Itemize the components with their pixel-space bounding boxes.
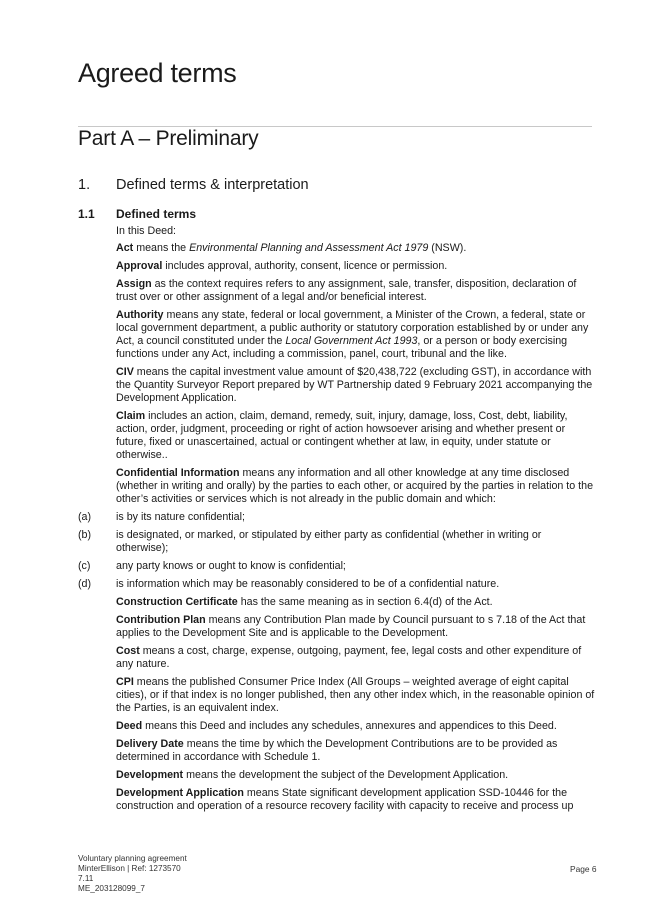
definition-text: means the development the subject of the Development Application. — [183, 769, 509, 781]
definition-text: means State significant development application SSD-10446 for the construction and operation of a resource recovery facility with capacity to receive and process up — [116, 787, 574, 812]
act-title: Environmental Planning and Assessment Act 1979 — [189, 242, 429, 254]
subsection-title: Defined terms — [116, 207, 197, 221]
footer-reference: MinterEllison | Ref: 1273570 — [78, 864, 181, 873]
definition-text: , or a person or body exercising functions under any Act, including a commission, panel, court, tribunal and the like. — [116, 335, 568, 360]
definition-text: means the published Consumer Price Index (All Groups – weighted average of eight capital cities), or if that index is no longer published, then any other index which, in the reasonable opinion of the Parties, is an equivalent index. — [116, 676, 595, 714]
page-title: Agreed terms — [78, 58, 237, 88]
footer-doc-title: Voluntary planning agreement — [78, 854, 187, 863]
list-item-text: is designated, or marked, or stipulated by either party as confidential (whether in writing or otherwise); — [116, 529, 542, 554]
definition-text: as the context requires refers to any assignment, sale, transfer, disposition, declaration of trust over or other assignment of a legal and/or beneficial interest. — [116, 278, 577, 303]
definition-term: Approval — [116, 260, 163, 272]
section-heading — [78, 177, 309, 193]
definition-text: means this Deed and includes any schedules, annexures and appendices to this Deed. — [142, 720, 557, 732]
definition-term: Authority — [116, 309, 164, 321]
definition-text: means any information and all other knowledge at any time disclosed (whether in writing and orally) by the parties to each other, or acquired by the parties in relation to the other’s activities or services which is not already in the public domain and which: — [116, 467, 594, 505]
definition-text: has the same meaning as in section 6.4(d) of the Act. — [237, 596, 493, 608]
definition-confidential-information — [116, 467, 596, 506]
list-item — [78, 578, 596, 591]
footer — [78, 854, 187, 894]
definition-term: Contribution Plan — [116, 614, 206, 626]
definition-term: Deed — [116, 720, 143, 732]
list-item-text: is by its nature confidential; — [116, 511, 245, 523]
definition-development-application — [116, 787, 596, 813]
list-item-text: is information which may be reasonably considered to be of a confidential nature. — [116, 578, 500, 590]
subsection-number: 1.1 — [78, 207, 95, 221]
definition-term: Delivery Date — [116, 738, 184, 750]
subsection-heading — [78, 207, 196, 221]
definition-delivery-date — [116, 738, 596, 764]
definition-deed — [116, 720, 596, 733]
definition-construction-certificate — [116, 596, 596, 609]
definition-development — [116, 769, 596, 782]
definition-text: means any state, federal or local government, a Minister of the Crown, a federal, state or local government department, a public authority or statutory corporation established by or under any Act, a council constituted under the — [116, 309, 589, 347]
definition-assign — [116, 278, 596, 304]
definition-text: means the capital investment value amount of $20,438,722 (excluding GST), in accordance with the Quantity Surveyor Report prepared by WT Partnership dated 9 February 2021 accompanying the Development Application. — [116, 366, 593, 404]
definition-term: Cost — [116, 645, 140, 657]
definition-cpi — [116, 676, 596, 715]
definition-act — [116, 242, 596, 255]
list-item-text: any party knows or ought to know is confidential; — [116, 560, 346, 572]
definition-term: Confidential Information — [116, 467, 240, 479]
intro-text: In this Deed: — [116, 225, 177, 237]
definition-text: means any Contribution Plan made by Council pursuant to s 7.18 of the Act that applies to the Development Site and is applicable to the Development. — [116, 614, 586, 639]
definition-term: Development — [116, 769, 184, 781]
definition-term: Assign — [116, 278, 152, 290]
definition-term: Claim — [116, 410, 146, 422]
list-item — [78, 511, 596, 524]
definition-text: includes an action, claim, demand, remedy, suit, injury, damage, loss, Cost, debt, liability, action, order, judgment, proceeding or right of action howsoever arising and whether present or future, fixed or unascertained, actual or contingent whether at law, in equity, under statute or otherwise.. — [116, 410, 568, 461]
definition-term: Act — [116, 242, 134, 254]
part-heading: Part A – Preliminary — [78, 127, 259, 150]
definition-approval — [116, 260, 596, 273]
definition-contribution-plan — [116, 614, 596, 640]
section-number: 1. — [78, 177, 91, 193]
section-title: Defined terms & interpretation — [116, 177, 309, 193]
definitions-body — [78, 225, 596, 818]
confidential-list — [78, 511, 596, 591]
definition-claim — [116, 410, 596, 462]
definition-civ — [116, 366, 596, 405]
definition-authority — [116, 309, 596, 361]
definition-text: means a cost, charge, expense, outgoing, payment, fee, legal costs and other expenditure of any nature. — [116, 645, 582, 670]
definition-term: Development Application — [116, 787, 244, 799]
list-item-label: (b) — [78, 529, 92, 541]
definition-term: CIV — [116, 366, 134, 378]
page-number: Page 6 — [570, 864, 597, 874]
footer-doc-id: ME_203128099_7 — [78, 884, 145, 893]
definition-text: includes approval, authority, consent, licence or permission. — [162, 260, 448, 272]
list-item-label: (c) — [78, 560, 91, 572]
list-item-label: (a) — [78, 511, 92, 523]
definition-text: means the time by which the Development Contributions are to be provided as determined in accordance with Schedule 1. — [116, 738, 558, 763]
list-item — [78, 560, 596, 573]
definition-text: means the — [133, 242, 190, 254]
act-title: Local Government Act 1993 — [285, 335, 418, 347]
definition-text: (NSW). — [428, 242, 467, 254]
definition-term: CPI — [116, 676, 134, 688]
definition-term: Construction Certificate — [116, 596, 238, 608]
list-item-label: (d) — [78, 578, 92, 590]
footer-version: 7.11 — [78, 874, 94, 883]
definition-cost — [116, 645, 596, 671]
list-item — [78, 529, 596, 555]
